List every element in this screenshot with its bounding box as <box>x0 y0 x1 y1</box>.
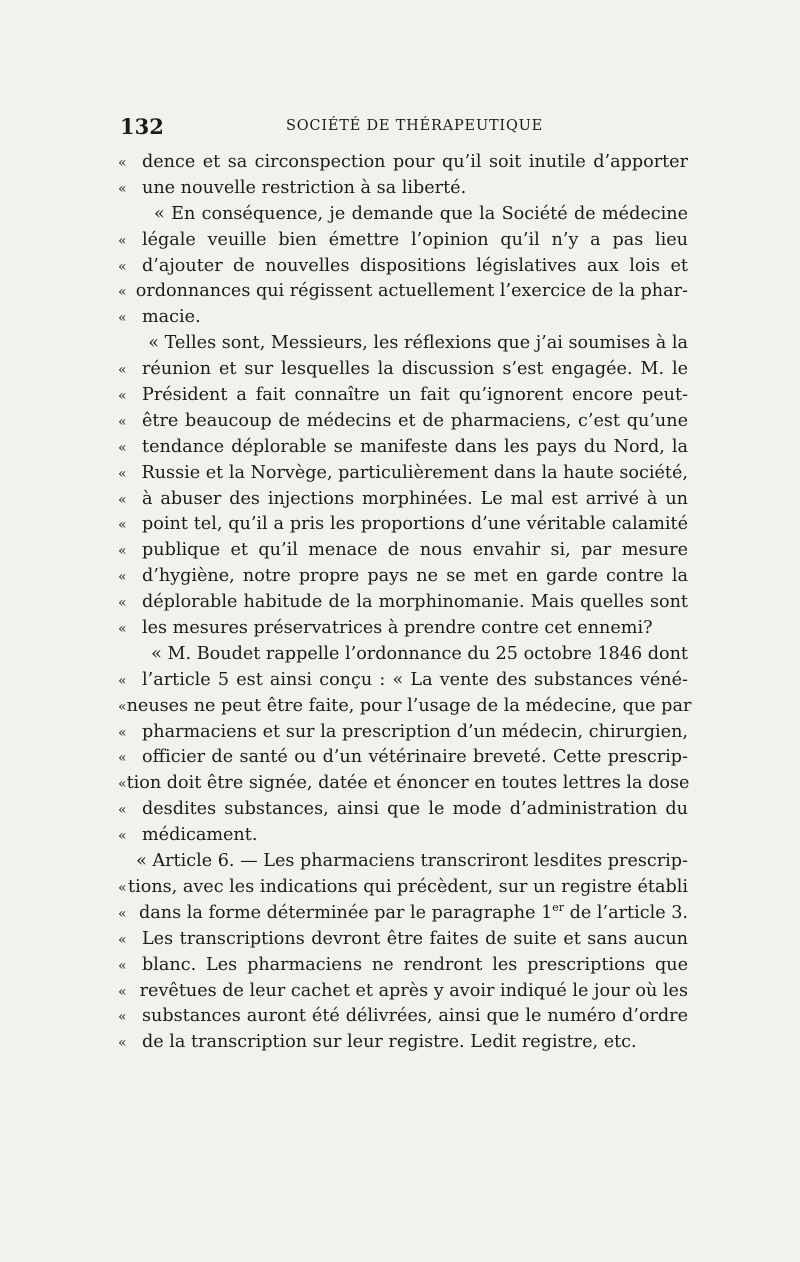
line-text: Président a fait connaître un fait qu’ignorent encore peut- <box>142 385 688 406</box>
line-text: une nouvelle restriction à sa liberté. <box>142 177 467 198</box>
text-line <box>118 668 688 694</box>
line-text: « En conséquence, je demande que la Société de médecine <box>154 203 688 224</box>
quote-mark: « <box>118 698 127 715</box>
text-line <box>118 202 688 228</box>
quote-mark: « <box>118 413 127 430</box>
quote-mark: « <box>118 284 127 301</box>
line-text: tion doit être signée, datée et énoncer en toutes lettres la dose <box>126 773 690 794</box>
line-text: point tel, qu’il a pris les proportions d’une véritable calamité <box>142 514 688 535</box>
line-text: médicament. <box>142 825 258 846</box>
text-line <box>118 461 688 487</box>
quote-mark: « <box>118 1009 127 1026</box>
text-line <box>118 228 688 254</box>
text-line <box>118 435 688 461</box>
page-header <box>120 114 680 140</box>
line-text: « M. Boudet rappelle l’ordonnance du 25 octobre 1846 dont <box>151 643 688 664</box>
text-line <box>118 694 692 720</box>
line-text: de la transcription sur leur registre. Ledit registre, etc. <box>142 1032 637 1053</box>
line-text: revêtues de leur cachet et après y avoir indiqué le jour où les <box>139 980 688 1001</box>
text-line <box>118 1030 688 1056</box>
text-line <box>118 849 688 875</box>
quote-mark: « <box>118 672 127 689</box>
text-line <box>118 564 688 590</box>
text-line <box>118 927 688 953</box>
line-text: Les transcriptions devront être faites de suite et sans aucun <box>142 928 688 949</box>
text-line <box>118 512 688 538</box>
line-text: être beaucoup de médecins et de pharmaciens, c’est qu’une <box>142 410 688 431</box>
running-title: SOCIÉTÉ DE THÉRAPEUTIQUE <box>286 118 544 134</box>
line-text: dence et sa circonspection pour qu’il soit inutile d’apporter <box>142 152 688 172</box>
text-line <box>118 409 688 435</box>
text-line <box>118 642 688 668</box>
line-text: dans la forme déterminée par le paragraphe 1er de l’article 3. <box>139 900 688 923</box>
line-text: « Telles sont, Messieurs, les réflexions que j’ai soumises à la <box>148 333 688 354</box>
quote-mark: « <box>118 957 127 974</box>
text-line <box>118 538 688 564</box>
text-line <box>118 616 688 642</box>
quote-mark: « <box>118 750 127 767</box>
quote-mark: « <box>118 180 127 197</box>
text-line <box>118 305 688 331</box>
quote-mark: « <box>118 879 127 896</box>
page-number: 132 <box>120 114 164 139</box>
quote-mark: « <box>118 439 127 456</box>
body-text <box>118 150 692 1056</box>
line-text: tendance déplorable se manifeste dans les pays du Nord, la <box>142 436 688 457</box>
quote-mark: « <box>118 232 127 249</box>
line-text: d’hygiène, notre propre pays ne se met en garde contre la <box>142 566 688 587</box>
text-line <box>118 797 688 823</box>
text-line <box>118 823 688 849</box>
line-text: pharmaciens et sur la prescription d’un médecin, chirurgien, <box>142 721 688 742</box>
line-text: officier de santé ou d’un vétérinaire breveté. Cette prescrip- <box>142 747 688 768</box>
text-line <box>118 771 688 797</box>
line-text: tions, avec les indications qui précèdent, sur un registre établi <box>128 876 688 897</box>
quote-mark: « <box>118 595 127 612</box>
quote-mark: « <box>118 517 127 534</box>
line-text: les mesures préservatrices à prendre contre cet ennemi? <box>142 618 653 639</box>
text-line <box>118 150 688 176</box>
quote-mark: « <box>118 388 127 405</box>
quote-mark: « <box>118 543 127 560</box>
line-text: desdites substances, ainsi que le mode d’administration du <box>142 799 688 820</box>
line-text: blanc. Les pharmaciens ne rendront les prescriptions que <box>142 954 688 975</box>
quote-mark: « <box>118 569 127 586</box>
line-text: ordonnances qui régissent actuellement l’exercice de la phar- <box>135 281 688 302</box>
quote-mark: « <box>118 310 127 327</box>
quote-mark: « <box>118 1035 127 1052</box>
line-text: à abuser des injections morphinées. Le mal est arrivé à un <box>142 488 688 509</box>
text-line <box>118 357 688 383</box>
text-line <box>118 383 688 409</box>
quote-mark: « <box>118 258 127 275</box>
text-line <box>118 590 688 616</box>
quote-mark: « <box>118 983 127 1000</box>
line-text: réunion et sur lesquelles la discussion s’est engagée. M. le <box>142 359 688 380</box>
line-text: « Article 6. — Les pharmaciens transcriront lesdites prescrip- <box>136 851 688 872</box>
quote-mark: « <box>118 905 127 922</box>
line-text: macie. <box>142 307 201 328</box>
text-line <box>118 254 688 280</box>
quote-mark: « <box>118 491 127 508</box>
quote-mark: « <box>118 465 127 482</box>
text-line <box>118 745 688 771</box>
text-line <box>118 487 688 513</box>
line-text: déplorable habitude de la morphinomanie. Mais quelles sont <box>142 592 688 613</box>
text-line <box>118 331 688 357</box>
line-text: d’ajouter de nouvelles dispositions législatives aux lois et <box>142 255 688 276</box>
line-text: Russie et la Norvège, particulièrement dans la haute société, <box>141 462 688 483</box>
quote-mark: « <box>118 155 127 171</box>
quote-mark: « <box>118 724 127 741</box>
text-line <box>118 279 688 305</box>
line-text: publique et qu’il menace de nous envahir si, par mesure <box>142 540 688 561</box>
text-line <box>118 875 688 901</box>
text-line <box>118 953 688 979</box>
quote-mark: « <box>118 776 127 793</box>
quote-mark: « <box>118 621 127 638</box>
quote-mark: « <box>118 931 127 948</box>
line-text: légale veuille bien émettre l’opinion qu’il n’y a pas lieu <box>142 229 688 250</box>
text-line <box>118 901 688 927</box>
quote-mark: « <box>118 802 127 819</box>
text-line <box>118 176 688 202</box>
line-text: substances auront été délivrées, ainsi que le numéro d’ordre <box>142 1006 688 1027</box>
text-line <box>118 1004 688 1030</box>
line-text: l’article 5 est ainsi conçu : « La vente des substances véné- <box>142 669 688 690</box>
line-text: neuses ne peut être faite, pour l’usage de la médecine, que par <box>126 695 692 716</box>
text-line <box>118 720 688 746</box>
quote-mark: « <box>118 362 127 379</box>
quote-mark: « <box>118 828 127 845</box>
text-line <box>118 979 688 1005</box>
